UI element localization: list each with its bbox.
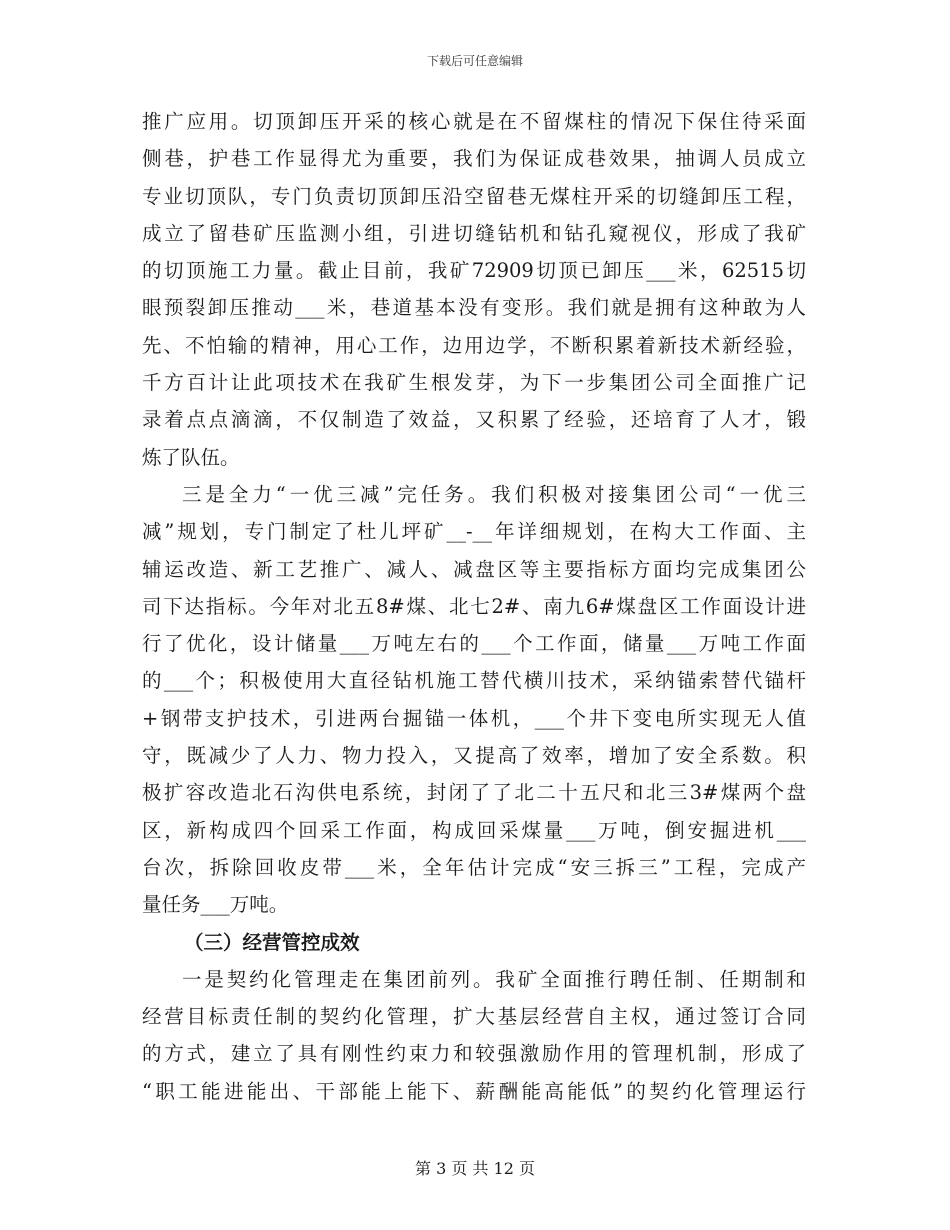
text-line: 录着点点滴滴，不仅制造了效益，又积累了经验，还培育了人才，锻 [142,408,806,432]
text-line: 炼了队伍。 [142,445,240,469]
text-line: 减”规划，专门制定了杜儿坪矿__-__年详细规划，在构大工作面、主 [142,520,806,544]
text-line: 区，新构成四个回采工作面，构成回采煤量___万吨，倒安掘进机___ [142,818,806,842]
page-number-footer: 第 3 页 共 12 页 [415,1159,535,1178]
text-line: 推广应用。切顶卸压开采的核心就是在不留煤柱的情况下保住待采面 [142,110,806,133]
page-header-note: 下载后可任意编辑 [426,54,523,68]
document-body [142,103,806,1110]
text-line: +钢带支护技术，引进两台掘锚一体机，___个井下变电所实现无人值 [142,706,806,730]
text-line: 专业切顶队，专门负责切顶卸压沿空留巷无煤柱开采的切缝卸压工程， [142,184,806,208]
text-line: 经营目标责任制的契约化管理，扩大基层经营自主权，通过签订合同 [142,1005,806,1029]
section-heading: （三）经营管控成效 [184,930,360,954]
paragraph-first-line: 三是全力“一优三减”完任务。我们积极对接集团公司“一优三 [182,482,806,506]
text-line: 行了优化，设计储量___万吨左右的___个工作面，储量___万吨工作面 [142,632,806,656]
text-line: 成立了留巷矿压监测小组，引进切缝钻机和钻孔窥视仪，形成了我矿 [142,221,806,245]
text-line: 台次，拆除回收皮带___米，全年估计完成“安三拆三”工程，完成产 [142,855,806,879]
text-line: 辅运改造、新工艺推广、减人、减盘区等主要指标方面均完成集团公 [142,557,806,581]
text-line: “职工能进能出、干部能上能下、薪酬能高能低”的契约化管理运行 [142,1079,806,1103]
text-line: 的___个；积极使用大直径钻机施工替代横川技术，采纳锚索替代锚杆 [142,669,806,693]
text-line: 极扩容改造北石沟供电系统，封闭了了北二十五尺和北三3#煤两个盘 [142,781,806,805]
text-line: 先、不怕输的精神，用心工作，边用边学，不断积累着新技术新经验， [142,333,806,357]
text-line: 守，既减少了人力、物力投入，又提高了效率，增加了安全系数。积 [142,744,806,768]
text-line: 的方式，建立了具有刚性约束力和较强激励作用的管理机制，形成了 [142,1042,806,1066]
text-line: 量任务___万吨。 [142,893,289,917]
text-line: 眼预裂卸压推动___米，巷道基本没有变形。我们就是拥有这种敢为人 [142,296,806,320]
text-line: 侧巷，护巷工作显得尤为重要，我们为保证成巷效果，抽调人员成立 [142,147,806,171]
paragraph-first-line: 一是契约化管理走在集团前列。我矿全面推行聘任制、任期制和 [182,967,806,991]
text-line: 司下达指标。今年对北五8#煤、北七2#、南九6#煤盘区工作面设计进 [142,594,806,618]
text-line: 的切顶施工力量。截止目前，我矿72909切顶已卸压___米，62515切 [142,259,806,283]
text-line: 千方百计让此项技术在我矿生根发芽，为下一步集团公司全面推广记 [142,371,806,395]
